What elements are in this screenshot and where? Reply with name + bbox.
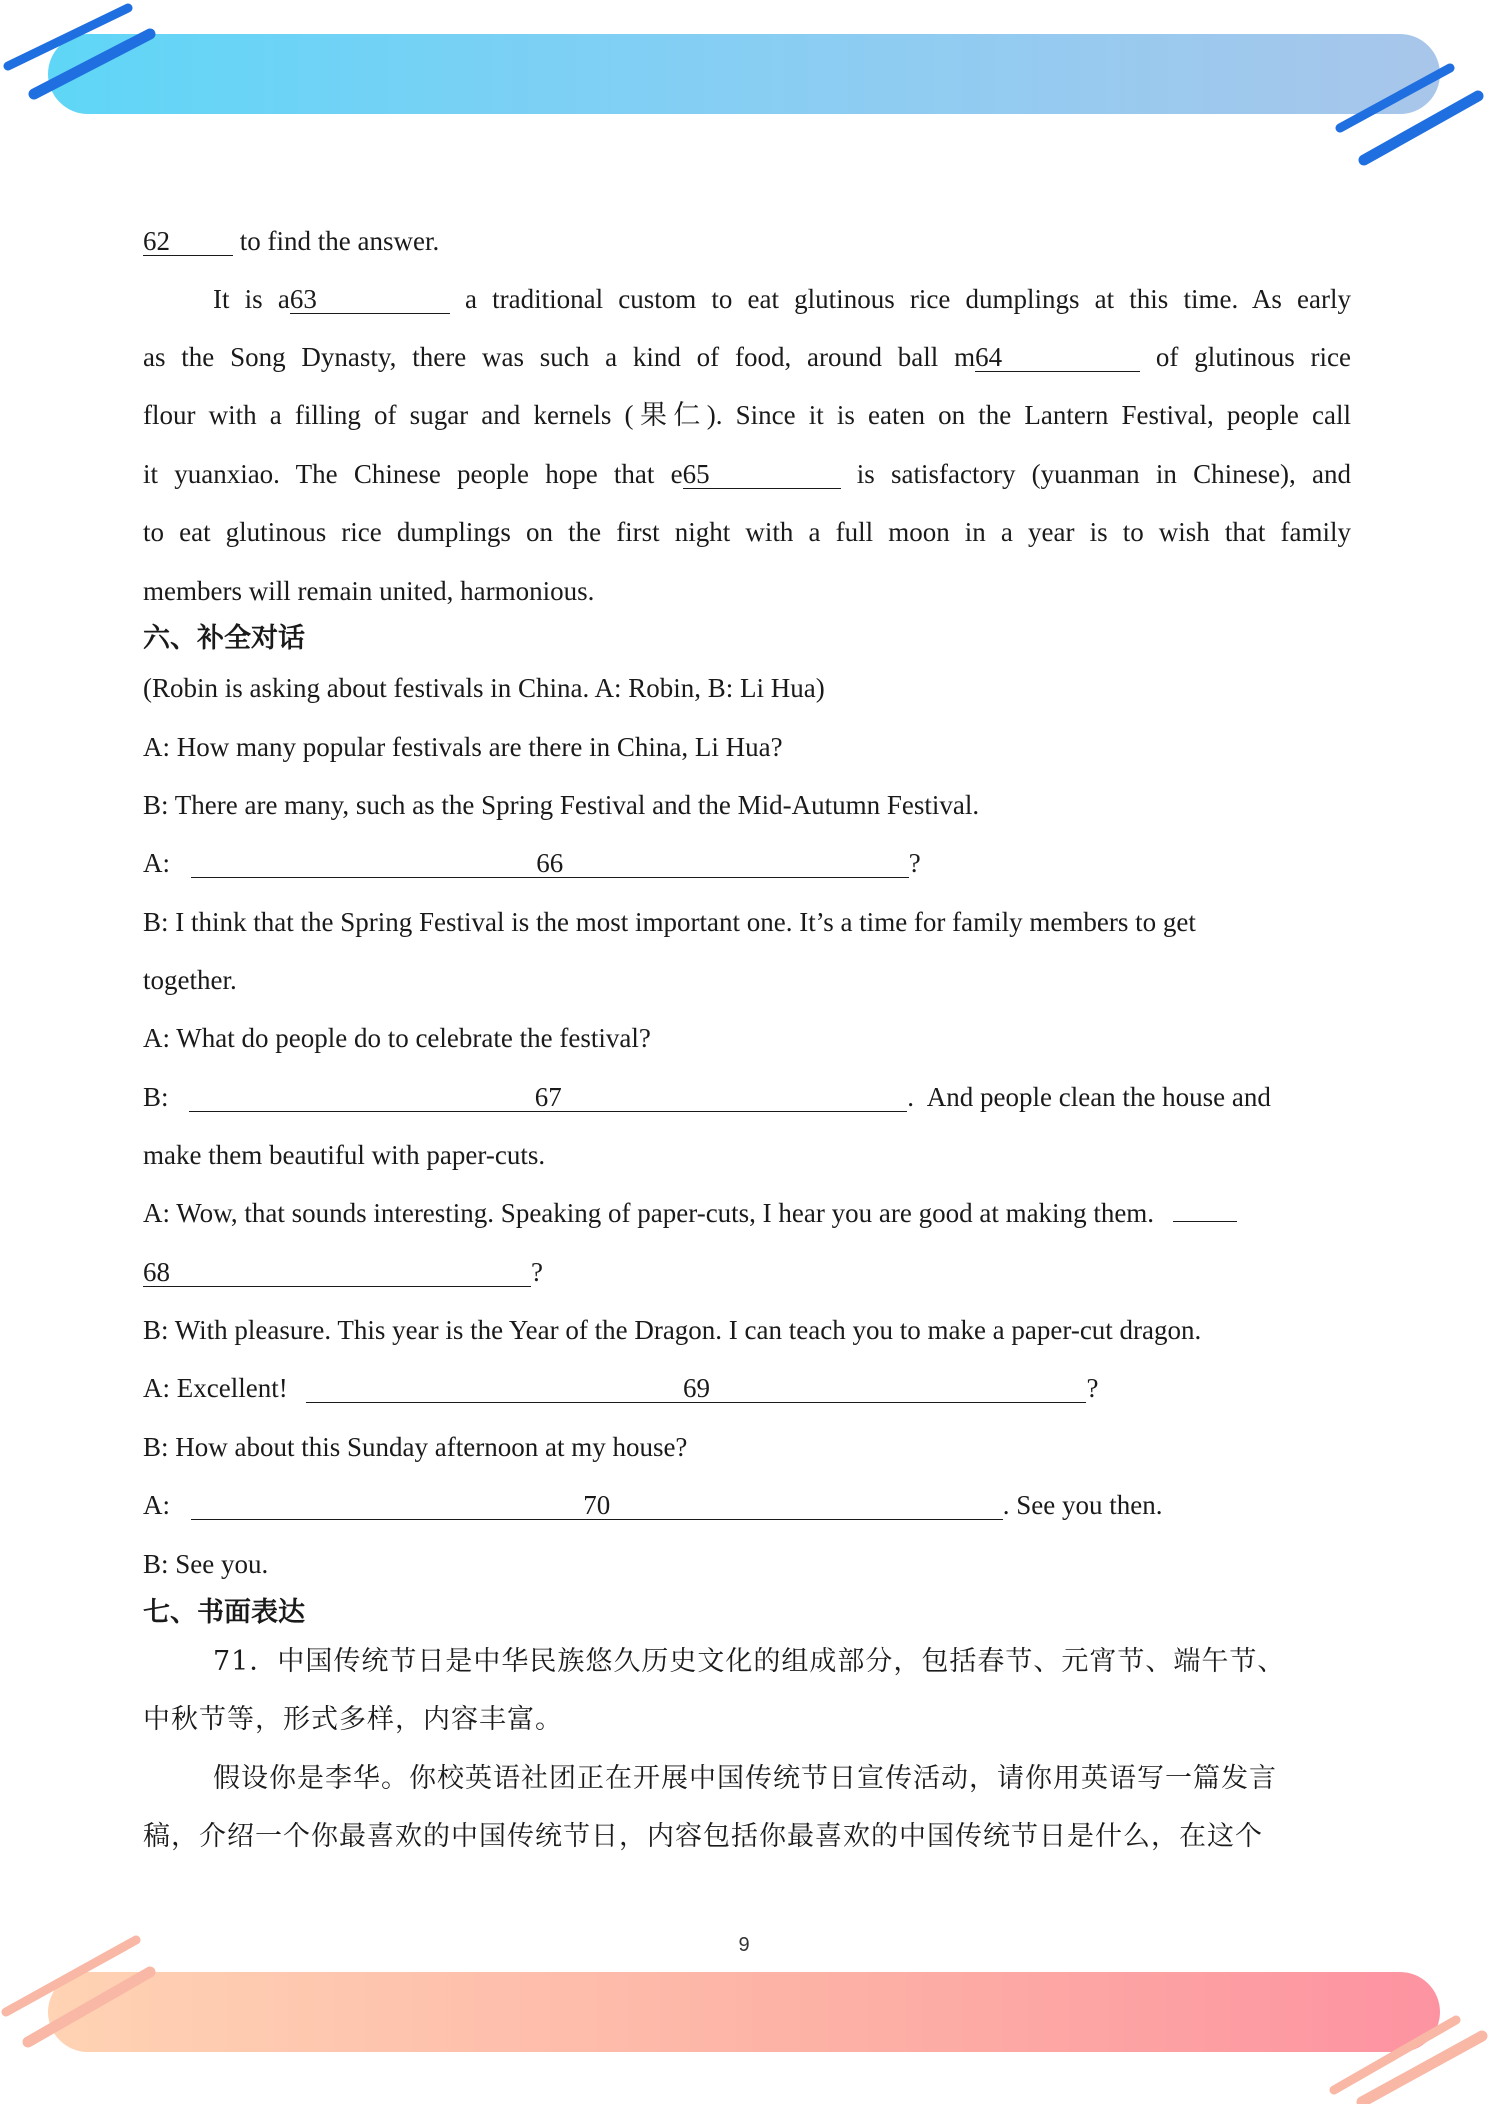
blank-63[interactable]: 63 [290, 285, 450, 314]
dialog-line: A: Excellent! 69 ? [143, 1373, 1099, 1403]
footer-banner [48, 1972, 1440, 2052]
blank-64[interactable]: 64 [975, 343, 1140, 372]
writing-prompt-line: 假设你是李华。你校英语社团正在开展中国传统节日宣传活动，请你用英语写一篇发言 [213, 1763, 1277, 1794]
dialog-line: 68 ? [143, 1257, 543, 1287]
dialog-line: A: Wow, that sounds interesting. Speaking of paper-cuts, I hear you are good at making them. [143, 1197, 1237, 1229]
blank-70[interactable]: 70 [191, 1491, 1003, 1520]
passage-line: it yuanxiao. The Chinese people hope that e65 is satisfactory (yuanman in Chinese), and [143, 459, 1351, 489]
passage-line: It is a63 a traditional custom to eat glutinous rice dumplings at this time. As early [213, 284, 1351, 314]
passage-line: as the Song Dynasty, there was such a kind of food, around ball m64 of glutinous rice [143, 342, 1351, 372]
section-7-title: 七、书面表达 [143, 1597, 305, 1628]
passage-line: 62 to find the answer. [143, 226, 440, 256]
blank-68-start[interactable] [1173, 1221, 1237, 1222]
writing-prompt-line: 中秋节等，形式多样，内容丰富。 [143, 1704, 563, 1735]
passage-line: to eat glutinous rice dumplings on the first night with a full moon in a year is to wish that family [143, 517, 1351, 547]
dialog-line: B: I think that the Spring Festival is the most important one. It’s a time for family members to get [143, 907, 1196, 937]
header-banner [48, 34, 1440, 114]
dialog-line: make them beautiful with paper-cuts. [143, 1140, 546, 1170]
blank-69[interactable]: 69 [306, 1374, 1086, 1403]
dialog-line: B: How about this Sunday afternoon at my house? [143, 1432, 688, 1462]
dialog-line: A: How many popular festivals are there in China, Li Hua? [143, 732, 783, 762]
section-6-title: 六、补全对话 [143, 623, 305, 654]
blank-67[interactable]: 67 [189, 1083, 907, 1112]
blank-66[interactable]: 66 [191, 849, 909, 878]
page-number: 9 [738, 1934, 750, 1956]
dialog-line: A: What do people do to celebrate the festival? [143, 1023, 651, 1053]
dialog-line: B: There are many, such as the Spring Festival and the Mid-Autumn Festival. [143, 790, 980, 820]
dialog-line: A: 66 ? [143, 848, 921, 878]
blank-65[interactable]: 65 [683, 460, 841, 489]
dialog-line: B: See you. [143, 1549, 269, 1579]
passage-line: flour with a filling of sugar and kernels (果仁). Since it is eaten on the Lantern Festival, people call [143, 400, 1351, 430]
dialog-intro: (Robin is asking about festivals in China. A: Robin, B: Li Hua) [143, 673, 825, 703]
dialog-line: together. [143, 965, 237, 995]
blank-68[interactable]: 68 [143, 1258, 531, 1287]
blank-62[interactable]: 62 [143, 227, 233, 256]
dialog-line: B: With pleasure. This year is the Year of the Dragon. I can teach you to make a paper-cut dragon. [143, 1315, 1202, 1345]
writing-prompt-line: 71．中国传统节日是中华民族悠久历史文化的组成部分，包括春节、元宵节、端午节、 [213, 1646, 1286, 1677]
dialog-line: B: 67 . And people clean the house and [143, 1082, 1271, 1112]
writing-prompt-line: 稿，介绍一个你最喜欢的中国传统节日，内容包括你最喜欢的中国传统节日是什么，在这个 [143, 1821, 1263, 1852]
passage-line: members will remain united, harmonious. [143, 576, 595, 606]
dialog-line: A: 70 . See you then. [143, 1490, 1163, 1520]
